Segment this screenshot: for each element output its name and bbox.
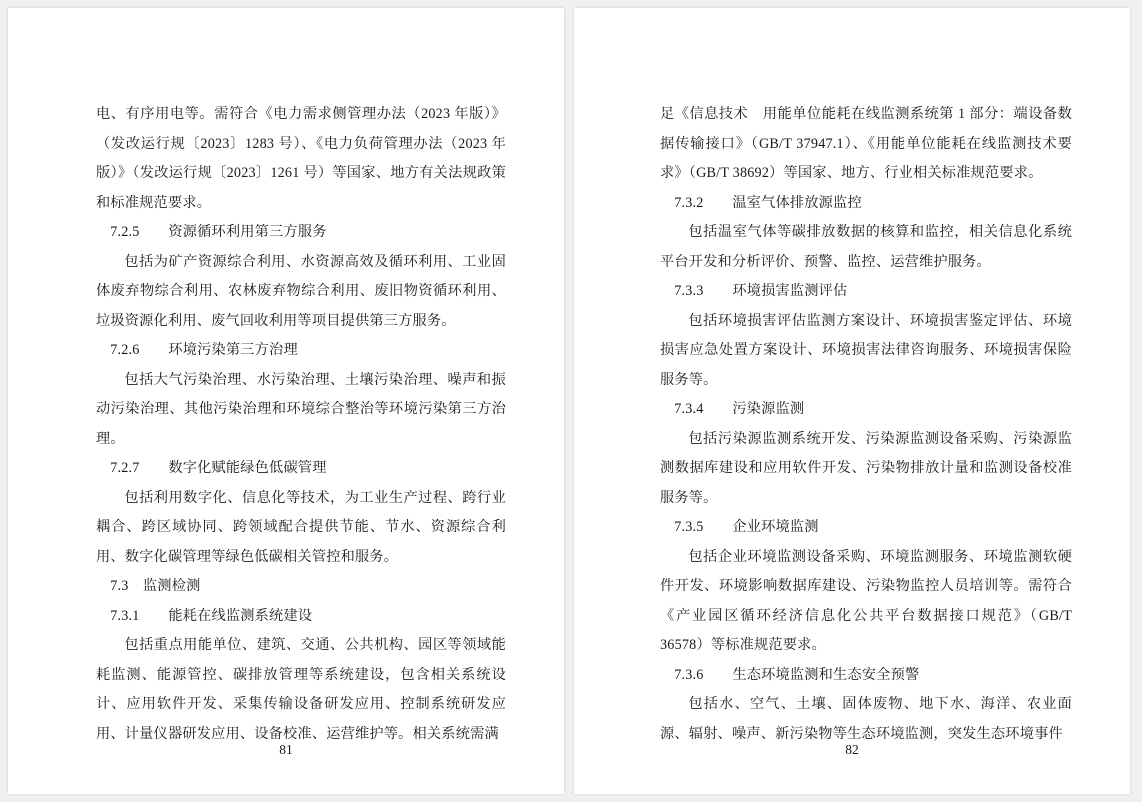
paragraph: 包括重点用能单位、建筑、交通、公共机构、园区等领域能耗监测、能源管控、碳排放管理等系统建设，包含相关系统设计、应用软件开发、采集传输设备研发应用、控制系统研发应用、计量仪器研发应用、设备校准、运营维护等。相关系统需满 (96, 637, 506, 742)
paragraph: 包括温室气体等碳排放数据的核算和监控，相关信息化系统平台开发和分析评价、预警、监控、运营维护服务。 (660, 224, 1072, 270)
section-heading: 7.3.3 环境损害监测评估 (674, 283, 848, 299)
paragraph: 包括水、空气、土壤、固体废物、地下水、海洋、农业面源、辐射、噪声、新污染物等生态环境监测，突发生态环境事件 (660, 696, 1072, 742)
paragraph: 包括污染源监测系统开发、污染源监测设备采购、污染源监测数据库建设和应用软件开发、污染物排放计量和监测设备校准服务等。 (660, 430, 1072, 506)
paragraph: 包括环境损害评估监测方案设计、环境损害鉴定评估、环境损害应急处置方案设计、环境损害法律咨询服务、环境损害保险服务等。 (660, 312, 1072, 388)
paragraph: 包括为矿产资源综合利用、水资源高效及循环利用、工业固体废弃物综合利用、农林废弃物综合利用、废旧物资循环利用、垃圾资源化利用、废气回收利用等项目提供第三方服务。 (96, 253, 506, 329)
section-heading: 7.2.7 数字化赋能绿色低碳管理 (110, 460, 327, 476)
page-left-text-column (96, 100, 506, 742)
section-heading-top: 7.3 监测检测 (110, 578, 201, 594)
page-number: 82 (845, 742, 859, 757)
paragraph: 包括利用数字化、信息化等技术，为工业生产过程、跨行业耦合、跨区域协同、跨领域配合提供节能、节水、资源综合利用、数字化碳管理等绿色低碳相关管控和服务。 (96, 489, 506, 565)
page-right (574, 8, 1130, 794)
section-heading: 7.3.5 企业环境监测 (674, 519, 819, 535)
section-heading: 7.3.1 能耗在线监测系统建设 (110, 607, 313, 624)
section-heading: 7.2.5 资源循环利用第三方服务 (110, 224, 327, 240)
page-left (8, 8, 564, 794)
page-number: 81 (279, 742, 293, 757)
paragraph: 足《信息技术 用能单位能耗在线监测系统第 1 部分：端设备数据传输接口》（GB/T 37947.1）、《用能单位能耗在线监测技术要求》（GB/T 38692）等国家、地方、行业相关标准规范要求。 (660, 106, 1072, 181)
section-heading: 7.3.2 温室气体排放源监控 (674, 194, 862, 211)
page-right-text-column (660, 100, 1072, 742)
section-heading: 7.3.6 生态环境监测和生态安全预警 (674, 666, 920, 683)
section-heading: 7.2.6 环境污染第三方治理 (110, 342, 298, 358)
section-heading: 7.3.4 污染源监测 (674, 401, 805, 417)
paragraph: 电、有序用电等。需符合《电力需求侧管理办法（2023 年版）》（发改运行规〔2023〕1283 号）、《电力负荷管理办法（2023 年版）》（发改运行规〔2023〕1261 号）等国家、地方有关法规政策和标准规范要求。 (96, 106, 506, 211)
paragraph: 包括企业环境监测设备采购、环境监测服务、环境监测软硬件开发、环境影响数据库建设、污染物监控人员培训等。需符合《产业园区循环经济信息化公共平台数据接口规范》（GB/T 36578）等标准规范要求。 (660, 548, 1072, 653)
paragraph: 包括大气污染治理、水污染治理、土壤污染治理、噪声和振动污染治理、其他污染治理和环境综合整治等环境污染第三方治理。 (96, 371, 506, 447)
